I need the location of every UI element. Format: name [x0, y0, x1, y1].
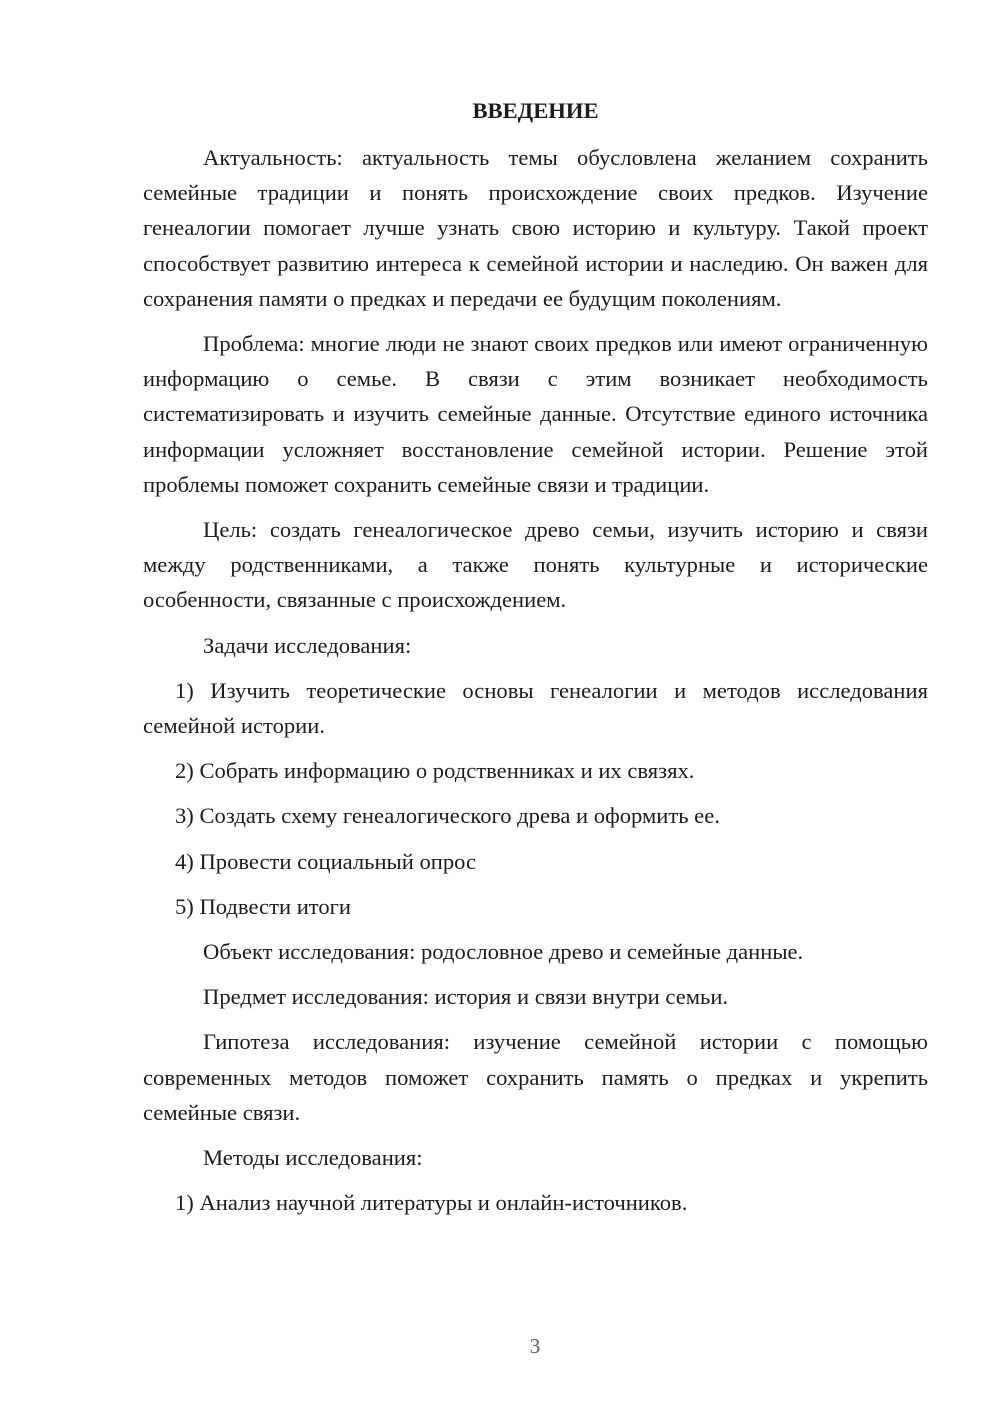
task-item-4: 4) Провести социальный опрос — [175, 848, 477, 874]
method-item-1: 1) Анализ научной литературы и онлайн-источников. — [175, 1190, 688, 1216]
task-item-2: 2) Собрать информацию о родственниках и их связях. — [175, 758, 695, 784]
paragraph-subject: Предмет исследования: история и связи внутри семьи. — [203, 984, 729, 1010]
tasks-heading: Задачи исследования: — [203, 632, 412, 658]
task-item-3: 3) Создать схему генеалогического древа и оформить ее. — [175, 803, 720, 829]
paragraph-object: Объект исследования: родословное древо и семейные данные. — [203, 939, 804, 965]
page-title: ВВЕДЕНИЕ — [472, 98, 599, 123]
paragraph-problem: Проблема: многие люди не знают своих предков или имеют ограниченную информацию о семье. В связи с этим возникает необходимость систематизировать и изучить семейные данные. Отсутствие единого источника информации усложняет восстановление семейной истории. Решение этой проблемы поможет сохранить семейные связи и традиции. — [143, 331, 928, 497]
task-item-1: 1) Изучить теоретические основы генеалогии и методов исследования семейной истории. — [143, 677, 928, 739]
document-page — [143, 92, 928, 1230]
task-item-5: 5) Подвести итоги — [175, 893, 352, 919]
page-number: 3 — [529, 1334, 541, 1358]
methods-heading: Методы исследования: — [203, 1145, 423, 1171]
paragraph-relevance: Актуальность: актуальность темы обусловлена желанием сохранить семейные традиции и понять происхождение своих предков. Изучение генеалогии помогает лучше узнать свою историю и культуру. Такой проект способствует развитию интереса к семейной истории и наследию. Он важен для сохранения памяти о предках и передачи ее будущим поколениям. — [143, 145, 928, 311]
paragraph-goal: Цель: создать генеалогическое древо семьи, изучить историю и связи между родственниками, а также понять культурные и исторические особенности, связанные с происхождением. — [143, 517, 928, 613]
paragraph-hypothesis: Гипотеза исследования: изучение семейной истории с помощью современных методов поможет сохранить память о предках и укрепить семейные связи. — [143, 1029, 928, 1125]
